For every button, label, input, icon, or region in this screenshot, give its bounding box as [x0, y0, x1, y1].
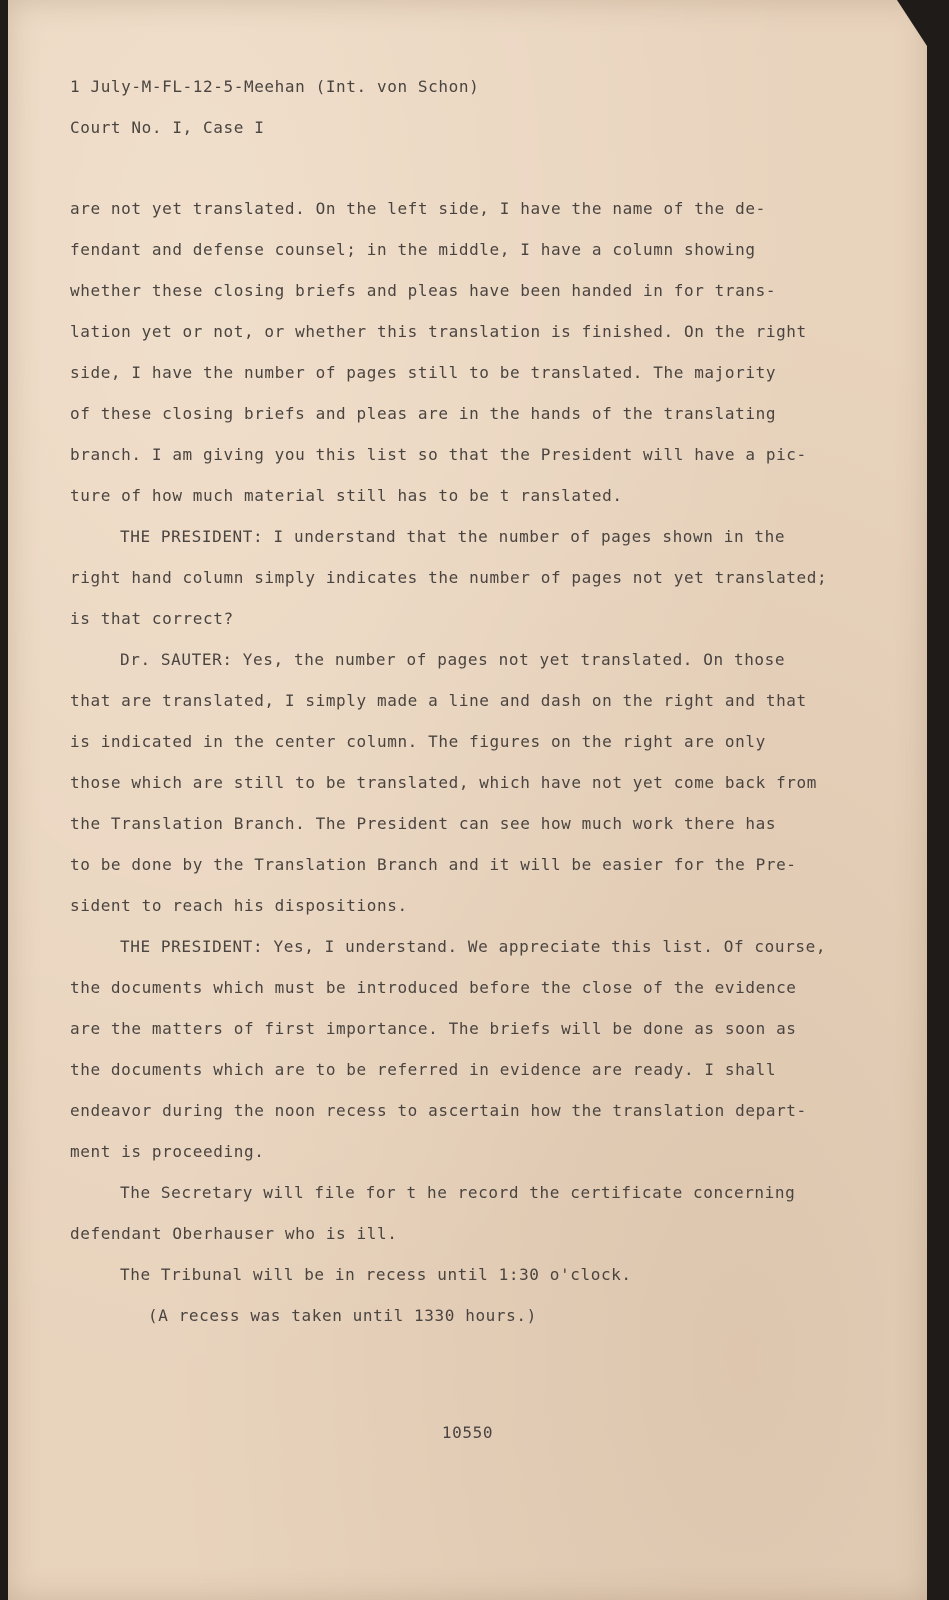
body-line: fendant and defense counsel; in the middle, I have a column showing: [70, 240, 756, 259]
body-line: the Translation Branch. The President can see how much work there has: [70, 814, 777, 833]
body-line: Dr. SAUTER: Yes, the number of pages not yet translated. On those: [120, 650, 786, 669]
body-line: right hand column simply indicates the number of pages not yet translated;: [70, 568, 828, 587]
body-line: of these closing briefs and pleas are in the hands of the translating: [70, 404, 777, 423]
body-line: are the matters of first importance. The briefs will be done as soon as: [70, 1019, 797, 1038]
body-line: that are translated, I simply made a line and dash on the right and that: [70, 691, 807, 710]
body-line: ment is proceeding.: [70, 1142, 265, 1161]
body-line: is that correct?: [70, 609, 234, 628]
body-line: endeavor during the noon recess to ascertain how the translation depart-: [70, 1101, 807, 1120]
body-line: those which are still to be translated, which have not yet come back from: [70, 773, 817, 792]
body-line: is indicated in the center column. The figures on the right are only: [70, 732, 766, 751]
body-line: whether these closing briefs and pleas have been handed in for trans-: [70, 281, 777, 300]
header-line-2: Court No. I, Case I: [70, 118, 265, 137]
body-line: to be done by the Translation Branch and it will be easier for the Pre-: [70, 855, 797, 874]
body-line: ture of how much material still has to be t ranslated.: [70, 486, 623, 505]
body-line: defendant Oberhauser who is ill.: [70, 1224, 398, 1243]
body-line: branch. I am giving you this list so that the President will have a pic-: [70, 445, 807, 464]
body-line: The Tribunal will be in recess until 1:30 o'clock.: [120, 1265, 632, 1284]
body-line: (A recess was taken until 1330 hours.): [148, 1306, 537, 1325]
torn-corner: [897, 0, 927, 46]
body-line: the documents which are to be referred in evidence are ready. I shall: [70, 1060, 777, 1079]
header-line-1: 1 July-M-FL-12-5-Meehan (Int. von Schon): [70, 77, 480, 96]
body-line: side, I have the number of pages still to be translated. The majority: [70, 363, 777, 382]
body-line: The Secretary will file for t he record the certificate concerning: [120, 1183, 796, 1202]
page-number: 10550: [441, 1423, 494, 1442]
body-line: lation yet or not, or whether this translation is finished. On the right: [70, 322, 807, 341]
typed-page: [8, 0, 927, 1600]
body-line: the documents which must be introduced before the close of the evidence: [70, 978, 797, 997]
body-line: THE PRESIDENT: I understand that the number of pages shown in the: [120, 527, 786, 546]
body-line: sident to reach his dispositions.: [70, 896, 408, 915]
body-line: THE PRESIDENT: Yes, I understand. We appreciate this list. Of course,: [120, 937, 827, 956]
body-line: are not yet translated. On the left side, I have the name of the de-: [70, 199, 766, 218]
